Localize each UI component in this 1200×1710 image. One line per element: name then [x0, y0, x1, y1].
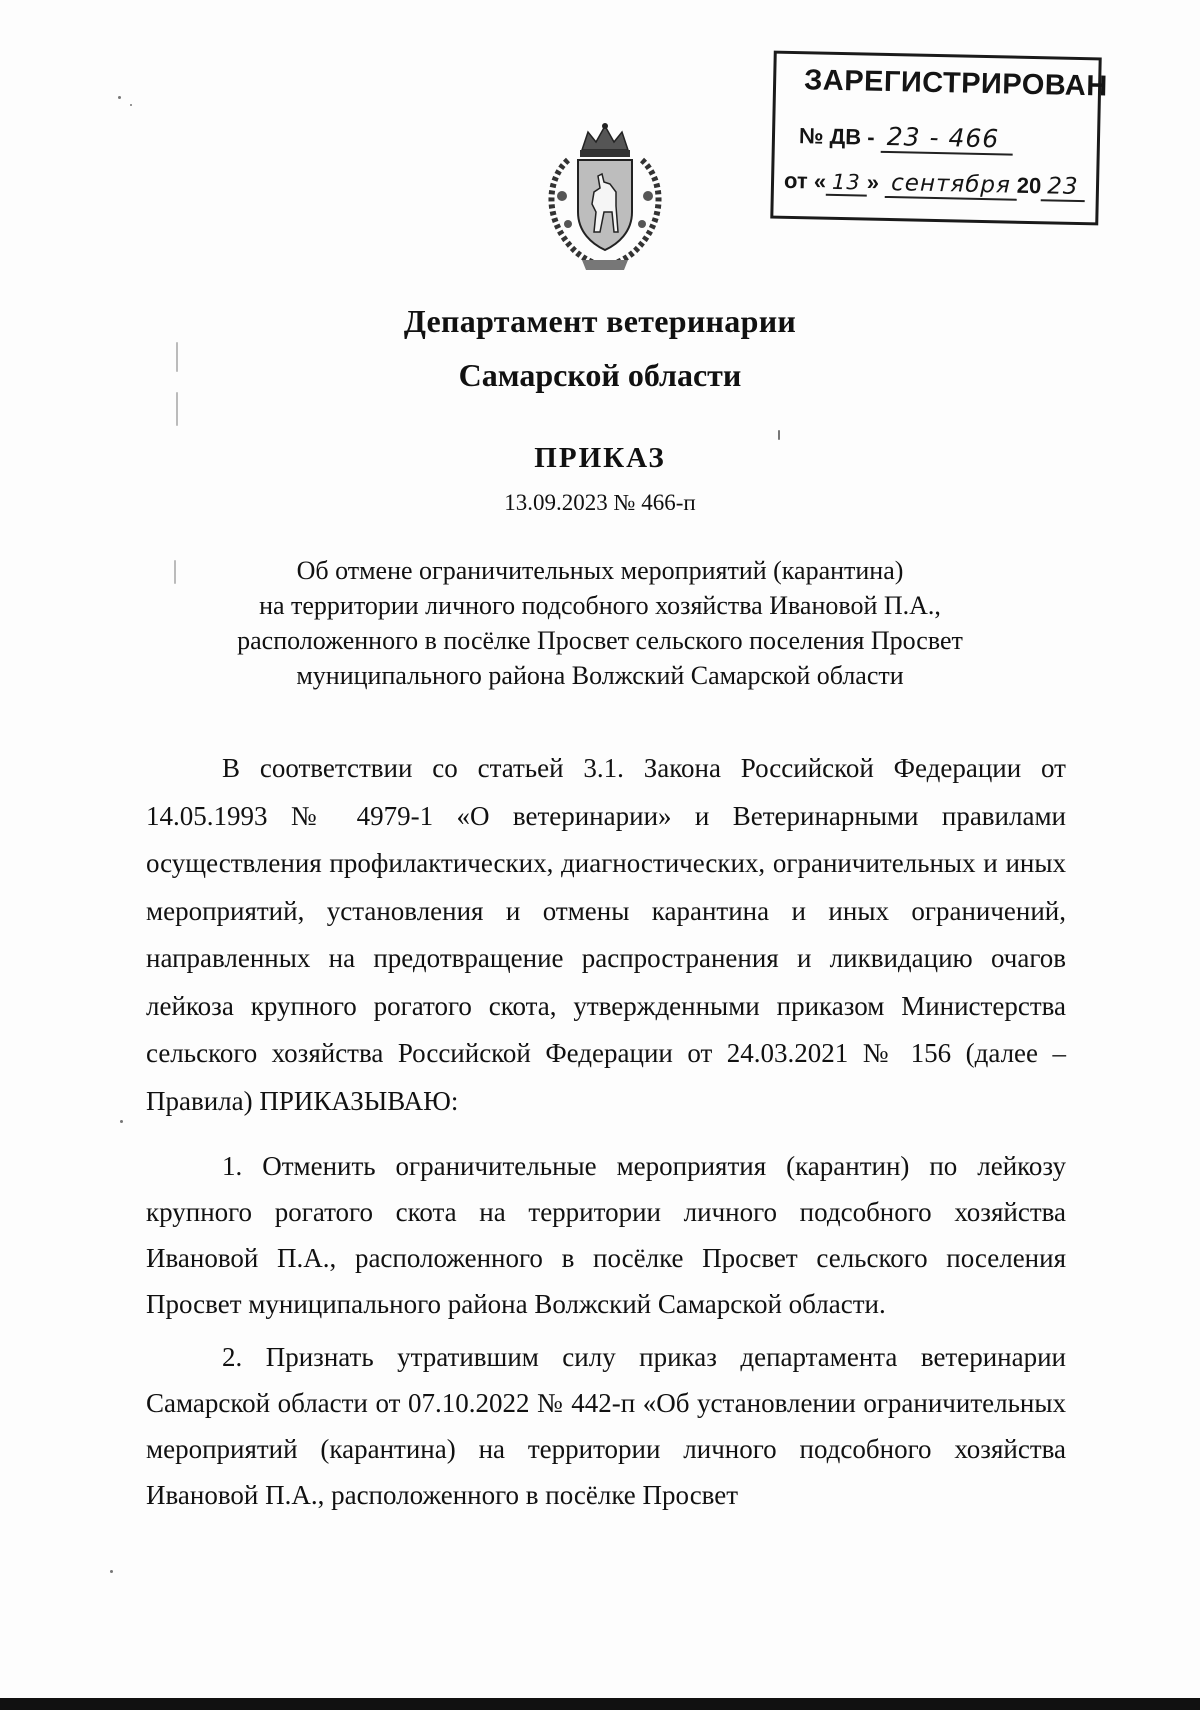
stamp-date-prefix: от « — [783, 167, 827, 194]
scan-speck — [110, 1570, 113, 1573]
preamble-paragraph: В соответствии со статьей 3.1. Закона Российской Федерации от 14.05.1993 № 4979-1 «О ветеринарии» и Ветеринарными правилами осуществления профилактических, диагностических, ограничительных и иных мероприятий, установления и отмены карантина и иных ограничений, направленных на предотвращение распространения и ликвидацию очагов лейкоза крупного рогатого скота, утвержденными приказом Министерства сельского хозяйства Российской Федерации от 24.03.2021 № 156 (далее – Правила) ПРИКАЗЫВАЮ: — [146, 753, 1066, 1116]
registration-stamp — [770, 51, 1109, 226]
subject-line: муниципального района Волжский Самарской области — [296, 661, 904, 690]
department-name-line2: Самарской области — [458, 357, 742, 393]
scan-speck — [174, 560, 176, 584]
subject-line: на территории личного подсобного хозяйства Ивановой П.А., — [259, 591, 941, 620]
scan-speck — [176, 342, 178, 372]
item-2-paragraph: 2. Признать утратившим силу приказ департамента ветеринарии Самарской области от 07.10.2022 № 442-п «Об установлении ограничительных мероприятий (карантина) на территории личного подсобного хозяйства Ивановой П.А., расположенного в посёлке Просвет — [146, 1342, 1066, 1510]
samara-coat-of-arms-icon — [538, 120, 672, 272]
stamp-month-handwritten: сентября — [885, 170, 1017, 201]
scan-speck — [120, 1120, 123, 1123]
scan-speck — [118, 96, 121, 99]
scan-border — [0, 1698, 1200, 1710]
department-name-line1: Департамент ветеринарии — [403, 303, 797, 339]
stamp-day-handwritten: 13 — [826, 170, 867, 197]
document-subject — [0, 553, 1200, 693]
stamp-date-mid: » — [866, 169, 880, 195]
item-1-paragraph: 1. Отменить ограничительные мероприятия (карантин) по лейкозу крупного рогатого скота на территории личного подсобного хозяйства Ивановой П.А., расположенного в посёлке Просвет сельского поселения Просвет муниципального района Волжский Самарской области. — [146, 1151, 1066, 1319]
stamp-title: ЗАРЕГИСТРИРОВАН — [803, 64, 1109, 103]
item1-block — [146, 1143, 1066, 1327]
stamp-year-printed: 20 — [1016, 172, 1042, 199]
scan-speck — [176, 392, 178, 426]
scan-speck — [130, 104, 132, 106]
stamp-number-prefix: № ДВ - — [798, 123, 875, 150]
preamble-block — [146, 745, 1066, 1125]
stamp-number-handwritten: 23 - 466 — [880, 122, 1013, 156]
document-type: ПРИКАЗ — [534, 442, 666, 474]
stamp-year-handwritten: 23 — [1041, 173, 1085, 202]
item2-block — [146, 1334, 1066, 1518]
stamp-number-row — [799, 120, 1013, 155]
subject-line: Об отмене ограничительных мероприятий (карантина) — [296, 556, 904, 585]
scan-speck — [778, 430, 780, 440]
subject-line: расположенного в посёлке Просвет сельского поселения Просвет — [237, 626, 963, 655]
document-date-number: 13.09.2023 № 466-п — [504, 490, 696, 515]
stamp-date-row — [784, 168, 1085, 202]
